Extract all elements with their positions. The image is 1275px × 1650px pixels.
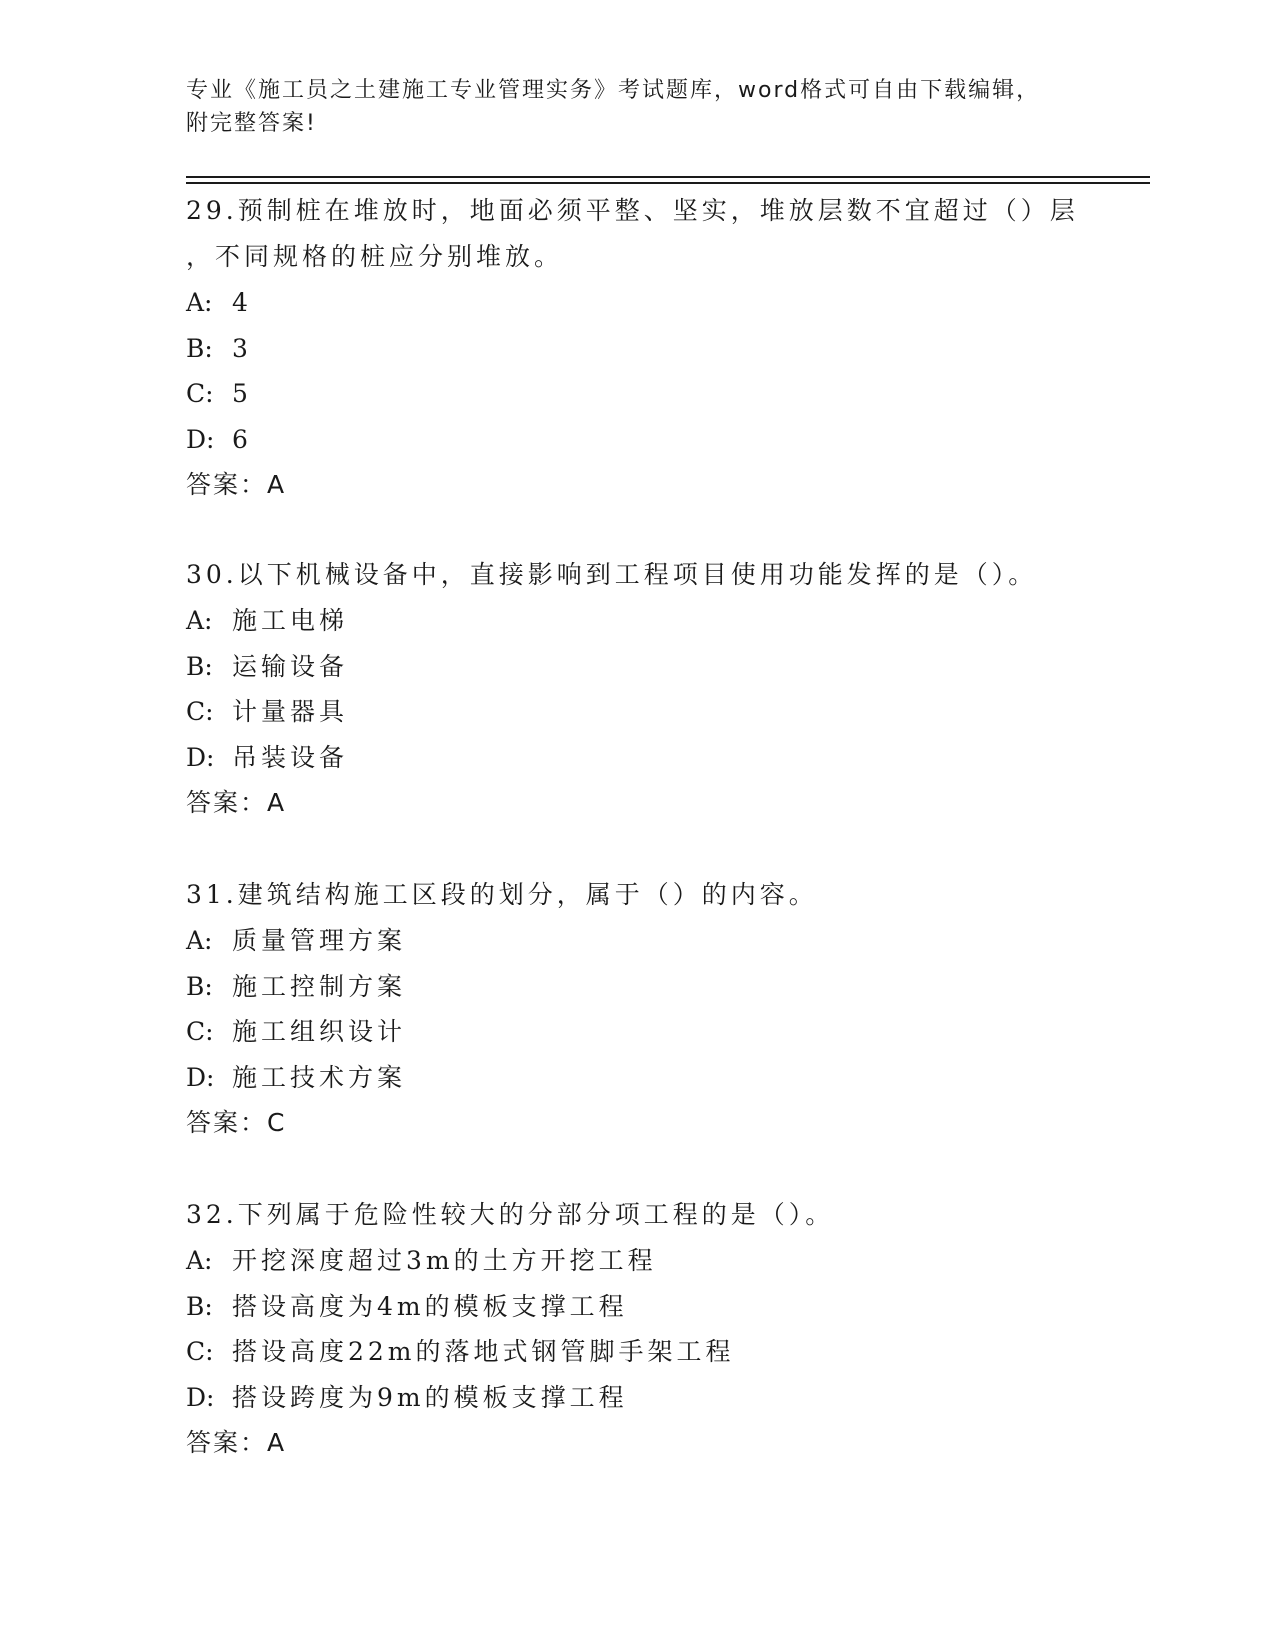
option-text: 6 [232,424,252,454]
option-text: 搭设高度22m的落地式钢管脚手架工程 [232,1337,735,1366]
option-b [186,964,1086,1010]
option-text: 吊装设备 [232,742,349,772]
header-line-1: 专业《施工员之土建施工专业管理实务》考试题库，word格式可自由下载编辑， [186,78,1041,103]
option-text: 计量器具 [232,697,349,726]
document-header [186,74,1086,140]
option-text: 开挖深度超过3m的土方开挖工程 [232,1246,657,1275]
option-text: 施工电梯 [232,606,349,635]
question-30 [186,552,1086,826]
option-d [186,1375,1086,1421]
option-key: B: [186,971,213,1001]
option-b [186,644,1086,690]
question-31 [186,872,1086,1146]
question-stem-continued: ，不同规格的桩应分别堆放。 [186,242,564,271]
option-d [186,1055,1086,1101]
option-key: C: [186,697,214,726]
option-key: A: [186,606,213,635]
option-key: A: [186,926,213,955]
option-key: D: [186,1382,215,1412]
option-a [186,280,1086,326]
option-key: C: [186,379,214,408]
option-text: 3 [232,333,252,363]
option-text: 施工组织设计 [232,1017,407,1046]
header-line-2: 附完整答案! [186,111,317,136]
question-29 [186,188,1086,508]
answer-line: 答案：A [186,1428,287,1457]
option-key: D: [186,1062,215,1092]
option-b [186,1284,1086,1330]
header-rule-bottom [186,182,1150,184]
option-a [186,598,1086,644]
question-32 [186,1192,1086,1466]
option-key: C: [186,1017,214,1046]
option-c [186,1329,1086,1375]
option-text: 搭设跨度为9m的模板支撑工程 [232,1382,628,1412]
question-stem: 30.以下机械设备中，直接影响到工程项目使用功能发挥的是（）。 [186,560,1038,589]
question-stem: 31.建筑结构施工区段的划分，属于（）的内容。 [186,880,818,909]
question-stem: 29.预制桩在堆放时，地面必须平整、坚实，堆放层数不宜超过（）层 [186,196,1079,225]
option-text: 搭设高度为4m的模板支撑工程 [232,1291,628,1321]
option-c [186,371,1086,417]
option-d [186,417,1086,463]
option-text: 5 [232,379,252,408]
answer-line: 答案：C [186,1108,287,1137]
option-b [186,326,1086,372]
option-key: B: [186,1291,213,1321]
option-d [186,735,1086,781]
option-c [186,1009,1086,1055]
answer-line: 答案：A [186,788,287,817]
header-rule-top [186,176,1150,178]
option-key: B: [186,651,213,681]
option-key: D: [186,424,215,454]
answer-line: 答案：A [186,470,287,499]
option-text: 施工技术方案 [232,1062,407,1092]
option-text: 质量管理方案 [232,926,407,955]
option-a [186,1238,1086,1284]
option-text: 4 [232,288,252,317]
question-stem: 32.下列属于危险性较大的分部分项工程的是（）。 [186,1200,835,1229]
option-text: 运输设备 [232,651,349,681]
option-c [186,689,1086,735]
option-key: A: [186,1246,213,1275]
option-key: D: [186,742,215,772]
option-text: 施工控制方案 [232,971,407,1001]
option-a [186,918,1086,964]
option-key: B: [186,333,213,363]
option-key: A: [186,288,213,317]
option-key: C: [186,1337,214,1366]
